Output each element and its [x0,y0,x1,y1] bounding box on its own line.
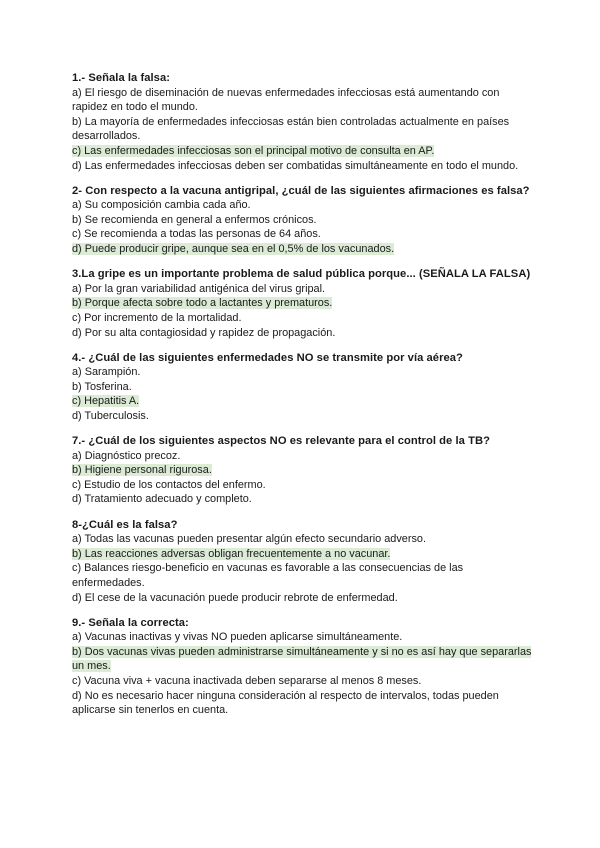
option-text: d) Tuberculosis. [72,409,149,422]
option-text: c) Se recomienda a todas las personas de 64 años. [72,228,321,241]
question-block [72,267,534,340]
option-text: d) Por su alta contagiosidad y rapidez de propagación. [72,326,336,339]
answer-option [72,159,534,174]
answer-option [72,689,534,718]
option-text: a) Vacunas inactivas y vivas NO pueden aplicarse simultáneamente. [72,631,403,644]
answer-option-highlighted [72,242,534,257]
question-block [72,71,534,173]
option-text: d) El cese de la vacunación puede producir rebrote de enfermedad. [72,591,398,604]
option-text: c) Hepatitis A. [72,395,140,408]
question-block [72,518,534,606]
question-title: 4.- ¿Cuál de las siguientes enfermedades NO se transmite por vía aérea? [72,351,463,364]
option-text: b) Tosferina. [72,380,132,393]
option-text: a) Por la gran variabilidad antigénica del virus gripal. [72,282,326,295]
answer-option [72,227,534,242]
option-text: c) Vacuna viva + vacuna inactivada deben separarse al menos 8 meses. [72,674,422,687]
option-text: b) Higiene personal rigurosa. [72,464,212,477]
answer-option [72,380,534,395]
question-title: 1.- Señala la falsa: [72,72,171,84]
question-title: 7.- ¿Cuál de los siguientes aspectos NO es relevante para el control de la TB? [72,435,490,448]
option-text: a) El riesgo de diseminación de nuevas enfermedades infecciosas está aumentando con rapidez en todo el mundo. [72,86,500,114]
answer-option-highlighted [72,547,534,562]
question-title: 2- Con respecto a la vacuna antigripal, ¿cuál de las siguientes afirmaciones es falsa? [72,184,530,197]
answer-option [72,198,534,213]
option-text: c) Balances riesgo-beneficio en vacunas es favorable a las consecuencias de las enfermedades. [72,562,464,589]
option-text: c) Estudio de los contactos del enfermo. [72,478,266,491]
answer-option [72,561,534,590]
question-title: 9.- Señala la correcta: [72,616,189,629]
question-block [72,351,534,424]
question-block [72,184,534,257]
option-text: a) Sarampión. [72,366,141,379]
option-text: c) Las enfermedades infecciosas son el principal motivo de consulta en AP. [72,144,435,157]
answer-option-highlighted [72,645,534,674]
option-text: b) Las reacciones adversas obligan frecuentemente a no vacunar. [72,547,391,560]
question-title: 3.La gripe es un importante problema de salud pública porque... (SEÑALA LA FALSA) [72,268,531,281]
answer-option-highlighted [72,463,534,478]
question-block [72,434,534,507]
option-text: d) Puede producir gripe, aunque sea en el 0,5% de los vacunados. [72,243,395,256]
option-text: b) Se recomienda en general a enfermos crónicos. [72,213,317,226]
option-text: d) Tratamiento adecuado y completo. [72,493,252,506]
option-text: b) Porque afecta sobre todo a lactantes y prematuros. [72,297,333,310]
answer-option [72,591,534,606]
question-block [72,616,534,718]
option-text: b) Dos vacunas vivas pueden administrarse simultáneamente y si no es así hay que separarlas un mes. [72,645,532,673]
option-text: d) No es necesario hacer ninguna consideración al respecto de intervalos, todas pueden aplicarse sin tenerlos en cuenta. [72,689,499,717]
answer-option [72,409,534,424]
answer-option [72,326,534,341]
answer-option [72,674,534,689]
answer-option [72,492,534,507]
option-text: d) Las enfermedades infecciosas deben ser combatidas simultáneamente en todo el mundo. [72,159,519,172]
answer-option-highlighted [72,144,534,159]
option-text: a) Diagnóstico precoz. [72,449,181,462]
answer-option [72,532,534,547]
answer-option [72,86,534,115]
answer-option [72,115,534,144]
answer-option [72,630,534,645]
answer-option [72,311,534,326]
question-list [72,71,534,728]
answer-option [72,449,534,464]
option-text: b) La mayoría de enfermedades infecciosas están bien controladas actualmente en países desarrollados. [72,115,510,143]
answer-option [72,478,534,493]
answer-option-highlighted [72,394,534,409]
answer-option [72,282,534,297]
answer-option [72,365,534,380]
option-text: a) Su composición cambia cada año. [72,199,251,212]
option-text: c) Por incremento de la mortalidad. [72,311,242,324]
answer-option [72,213,534,228]
answer-option-highlighted [72,296,534,311]
question-title: 8-¿Cuál es la falsa? [72,518,178,531]
option-text: a) Todas las vacunas pueden presentar algún efecto secundario adverso. [72,533,426,546]
